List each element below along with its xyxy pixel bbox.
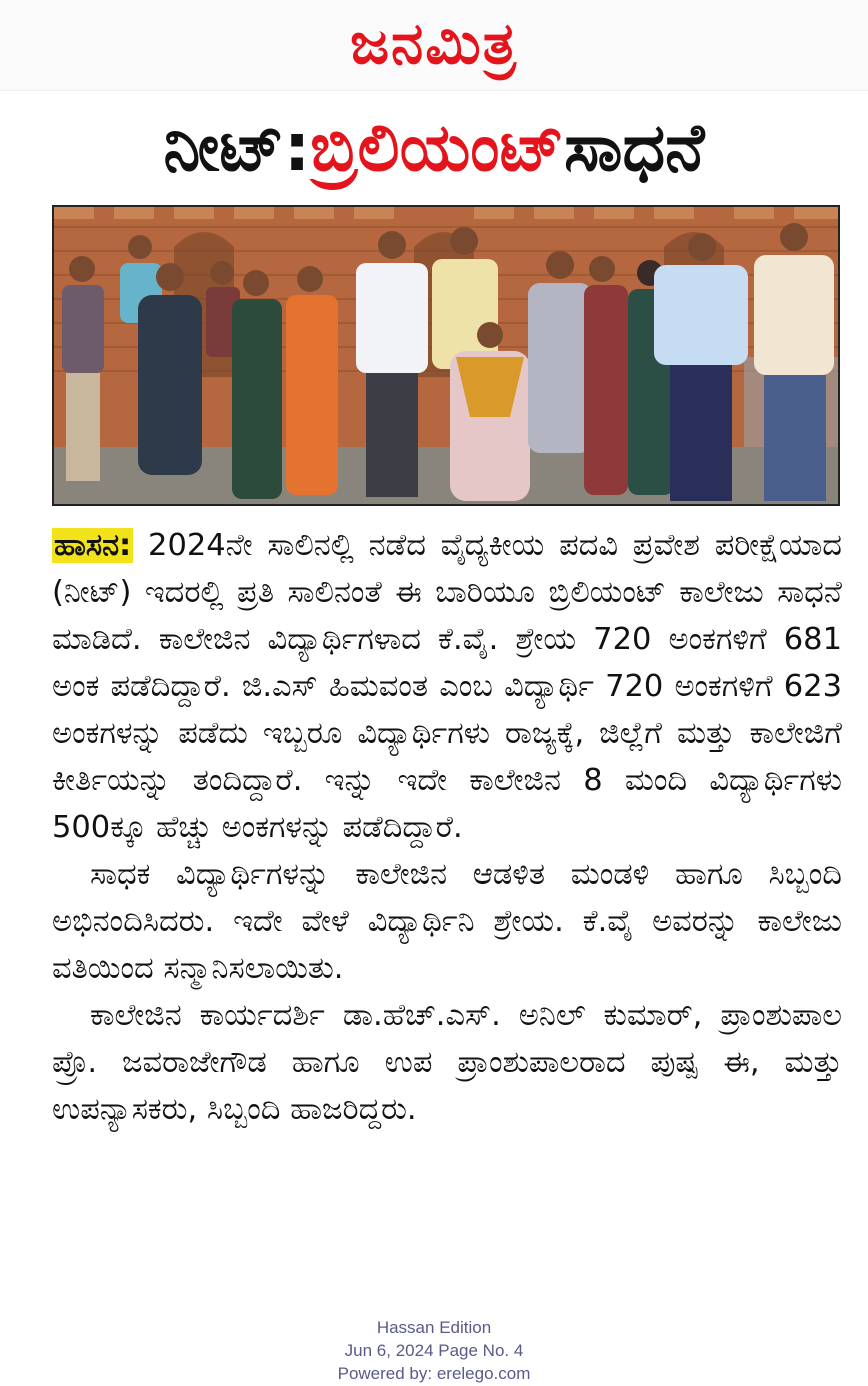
group-photo-icon (54, 207, 838, 504)
masthead (0, 0, 868, 91)
article-paragraph-1 (52, 522, 842, 851)
headline-part-neet: ನೀಟ್: (163, 109, 311, 186)
date-page-label: Jun 6, 2024 Page No. 4 (344, 1341, 524, 1360)
newspaper-name: ಜನಮಿತ್ರ (350, 9, 518, 77)
headline-part-achievement: ಸಾಧನೆ (564, 109, 705, 186)
article-paragraph-3: ಕಾಲೇಜಿನ ಕಾರ್ಯದರ್ಶಿ ಡಾ.ಹೆಚ್.ಎಸ್. ಅನಿಲ್ ಕುಮಾರ್, ಪ್ರಾಂಶುಪಾಲ ಪ್ರೊ. ಜವರಾಜೇಗೌಡ ಹಾಗೂ ಉಪ ಪ್ರಾಂಶುಪಾಲರಾದ ಪುಷ್ಪ ಈ, ಮತ್ತು ಉಪನ್ಯಾಸಕರು, ಸಿಬ್ಬಂದಿ ಹಾಜರಿದ್ದರು. (52, 998, 842, 1127)
article-body (52, 522, 842, 1133)
article-paragraph-2: ಸಾಧಕ ವಿದ್ಯಾರ್ಥಿಗಳನ್ನು ಕಾಲೇಜಿನ ಆಡಳಿತ ಮಂಡಳಿ ಹಾಗೂ ಸಿಬ್ಬಂದಿ ಅಭಿನಂದಿಸಿದರು. ಇದೇ ವೇಳೆ ವಿದ್ಯಾರ್ಥಿನಿ ಶ್ರೇಯ. ಕೆ.ವೈ ಅವರನ್ನು ಕಾಲೇಜು ವತಿಯಿಂದ ಸನ್ಮಾನಿಸಲಾಯಿತು. (52, 857, 842, 986)
article-paragraph-1-text: 2024ನೇ ಸಾಲಿನಲ್ಲಿ ನಡೆದ ವೈದ್ಯಕೀಯ ಪದವಿ ಪ್ರವೇಶ ಪರೀಕ್ಷೆಯಾದ (ನೀಟ್) ಇದರಲ್ಲಿ ಪ್ರತಿ ಸಾಲಿನಂತೆ ಈ ಬಾರಿಯೂ ಬ್ರಿಲಿಯಂಟ್ ಕಾಲೇಜು ಸಾಧನೆ ಮಾಡಿದೆ. ಕಾಲೇಜಿನ ವಿದ್ಯಾರ್ಥಿಗಳಾದ ಕೆ.ವೈ. ಶ್ರೇಯ 720 ಅಂಕಗಳಿಗೆ 681 ಅಂಕ ಪಡೆದಿದ್ದಾರೆ. ಜಿ.ಎಸ್ ಹಿಮವಂತ ಎಂಬ ವಿದ್ಯಾರ್ಥಿ 720 ಅಂಕಗಳಿಗೆ 623 ಅಂಕಗಳನ್ನು ಪಡೆದು ಇಬ್ಬರೂ ವಿದ್ಯಾರ್ಥಿಗಳು ರಾಜ್ಯಕ್ಕೆ, ಜಿಲ್ಲೆಗೆ ಮತ್ತು ಕಾಲೇಜಿಗೆ ಕೀರ್ತಿಯನ್ನು ತಂದಿದ್ದಾರೆ. ಇನ್ನು ಇದೇ ಕಾಲೇಜಿನ 8 ಮಂದಿ ವಿದ್ಯಾರ್ಥಿಗಳು 500ಕ್ಕೂ ಹೆಚ್ಚು ಅಂಕಗಳನ್ನು ಪಡೆದಿದ್ದಾರೆ. (52, 528, 842, 845)
page-footer (0, 1316, 868, 1385)
edition-label: Hassan Edition (376, 1318, 492, 1337)
dateline: ಹಾಸನ: (54, 528, 132, 563)
article-headline (0, 96, 868, 200)
group-photo (52, 205, 840, 506)
powered-by-label: Powered by: erelego.com (337, 1364, 531, 1383)
headline-part-brilliant: ಬ್ರಿಲಿಯಂಟ್ (310, 109, 565, 186)
